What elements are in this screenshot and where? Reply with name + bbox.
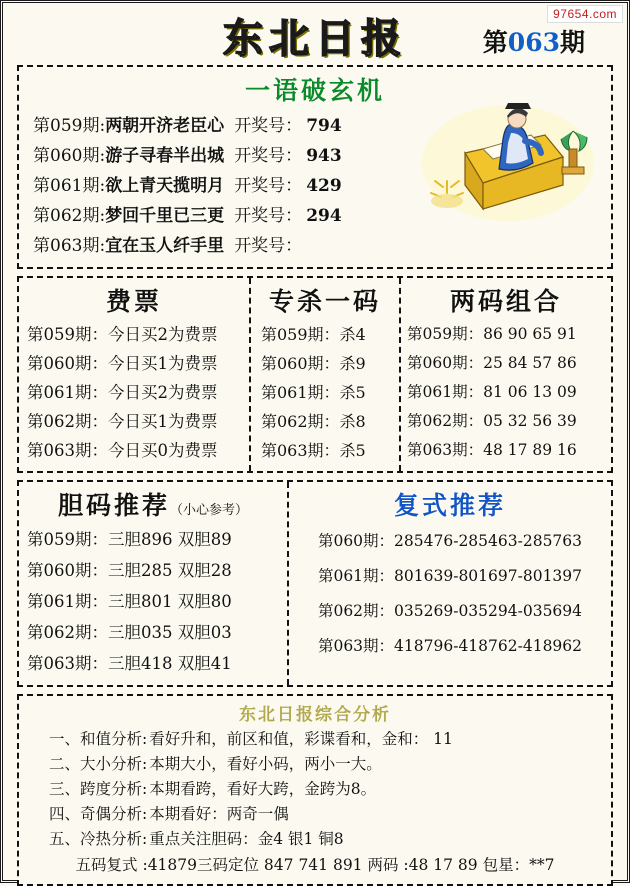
section-riddle-title: 一语破玄机 bbox=[244, 76, 385, 105]
row-phrase: 梦回千里已三更 bbox=[105, 206, 225, 226]
section-three-columns bbox=[17, 276, 613, 473]
issue-value: 063 bbox=[507, 28, 560, 57]
section-analysis bbox=[17, 694, 613, 886]
row-phrase: 宜在玉人纤手里 bbox=[105, 236, 225, 256]
masthead bbox=[3, 3, 627, 65]
site-watermark: 97654.com bbox=[547, 5, 623, 23]
list-item bbox=[33, 111, 403, 141]
section-riddle bbox=[17, 65, 613, 269]
list-item: 第062期：三胆035 双胆03 bbox=[27, 623, 232, 642]
list-item: 第062期：035269-035294-035694 bbox=[317, 602, 583, 620]
list-item: 第060期：今日买1为费票 bbox=[27, 354, 218, 373]
list-item: 第059期：86 90 65 91 bbox=[407, 325, 577, 343]
page-title: 东北日报 bbox=[223, 15, 407, 62]
list-item: 第061期：801639-801697-801397 bbox=[317, 567, 583, 585]
list-item bbox=[33, 141, 403, 171]
list-item: 第063期：杀5 bbox=[261, 441, 366, 460]
issue-number bbox=[483, 23, 585, 59]
column-dan-title bbox=[19, 482, 287, 524]
row-issue: 第063期: bbox=[33, 236, 106, 256]
row-issue: 第059期: bbox=[33, 116, 106, 136]
list-item: 第063期：三胆418 双胆41 bbox=[27, 654, 232, 673]
analysis-key: 五、冷热分析: bbox=[49, 830, 148, 848]
list-item: 第061期：杀5 bbox=[261, 383, 366, 402]
row-label: 开奖号： bbox=[234, 206, 303, 226]
column-kill-one-title: 专杀一码 bbox=[268, 287, 381, 316]
row-label: 开奖号： bbox=[234, 236, 303, 256]
column-kill-one bbox=[251, 278, 401, 471]
row-label: 开奖号： bbox=[234, 176, 303, 196]
analysis-key: 四、奇偶分析: bbox=[49, 805, 148, 823]
column-fushi-recommend bbox=[289, 482, 611, 685]
column-two-code-combo bbox=[401, 278, 611, 471]
dan-title-note: （小心参考） bbox=[170, 503, 249, 518]
analysis-key: 一、和值分析: bbox=[49, 730, 148, 748]
row-phrase: 游子寻春半出城 bbox=[105, 146, 225, 166]
list-item: 第059期：三胆896 双胆89 bbox=[27, 530, 232, 549]
analysis-summary: 五码复式 :41879三码定位 847 741 891 两码 :48 17 89 包星：**7 bbox=[75, 856, 555, 874]
row-issue: 第062期: bbox=[33, 206, 106, 226]
list-item: 第060期：285476-285463-285763 bbox=[317, 532, 583, 550]
list-item bbox=[19, 752, 611, 777]
column-dan-recommend bbox=[19, 482, 289, 685]
row-phrase: 欲上青天揽明月 bbox=[105, 176, 225, 196]
list-item: 第062期：今日买1为费票 bbox=[27, 412, 218, 431]
row-value: 429 bbox=[306, 176, 342, 196]
list-item: 第061期：三胆801 双胆80 bbox=[27, 592, 232, 611]
list-item: 第059期：今日买2为费票 bbox=[27, 325, 218, 344]
dan-title-text: 胆码推荐 bbox=[57, 491, 170, 520]
list-item: 第060期：杀9 bbox=[261, 354, 366, 373]
riddle-rows bbox=[19, 109, 403, 267]
row-value: 943 bbox=[306, 146, 342, 166]
column-feipiao bbox=[19, 278, 251, 471]
column-fushi-title: 复式推荐 bbox=[393, 491, 506, 520]
list-item: 第061期：81 06 13 09 bbox=[407, 383, 577, 401]
illustration-scholar bbox=[413, 97, 603, 227]
list-item: 第059期：杀4 bbox=[261, 325, 366, 344]
list-item bbox=[19, 827, 611, 852]
list-item bbox=[33, 171, 403, 201]
list-item bbox=[19, 727, 611, 752]
analysis-key: 二、大小分析: bbox=[49, 755, 148, 773]
list-item bbox=[33, 201, 403, 231]
list-item: 第062期：05 32 56 39 bbox=[407, 412, 577, 430]
analysis-value: 本期看跨，看好大跨，金跨为8。 bbox=[149, 780, 377, 798]
list-item bbox=[19, 777, 611, 802]
list-item bbox=[33, 231, 403, 261]
analysis-key: 三、跨度分析: bbox=[49, 780, 148, 798]
analysis-value: 本期看好：两奇一偶 bbox=[149, 805, 289, 823]
section-dan-fushi bbox=[17, 480, 613, 687]
analysis-value: 本期大小，看好小码，两小一大。 bbox=[149, 755, 382, 773]
list-item: 第063期：今日买0为费票 bbox=[27, 441, 218, 460]
row-value: 294 bbox=[306, 206, 342, 226]
list-item bbox=[19, 802, 611, 827]
column-feipiao-title: 费票 bbox=[105, 287, 162, 316]
row-label: 开奖号： bbox=[234, 116, 303, 136]
analysis-value: 看好升和，前区和值，彩谍看和，金和： 11 bbox=[149, 730, 453, 748]
row-label: 开奖号： bbox=[234, 146, 303, 166]
issue-prefix: 第 bbox=[482, 28, 508, 57]
list-item: 第063期：48 17 89 16 bbox=[407, 441, 577, 459]
list-item: 第063期：418796-418762-418962 bbox=[317, 637, 583, 655]
issue-suffix: 期 bbox=[559, 28, 585, 57]
row-issue: 第061期: bbox=[33, 176, 106, 196]
list-item: 第060期：三胆285 双胆28 bbox=[27, 561, 232, 580]
row-issue: 第060期: bbox=[33, 146, 106, 166]
list-item: 第060期：25 84 57 86 bbox=[407, 354, 577, 372]
row-value: 794 bbox=[306, 116, 342, 136]
list-item: 第061期：今日买2为费票 bbox=[27, 383, 218, 402]
row-phrase: 两朝开济老臣心 bbox=[105, 116, 225, 136]
list-item: 第062期：杀8 bbox=[261, 412, 366, 431]
analysis-value: 重点关注胆码：金4 银1 铜8 bbox=[149, 830, 344, 848]
column-two-code-combo-title: 两码组合 bbox=[449, 287, 562, 316]
analysis-title: 东北日报综合分析 bbox=[239, 705, 391, 725]
